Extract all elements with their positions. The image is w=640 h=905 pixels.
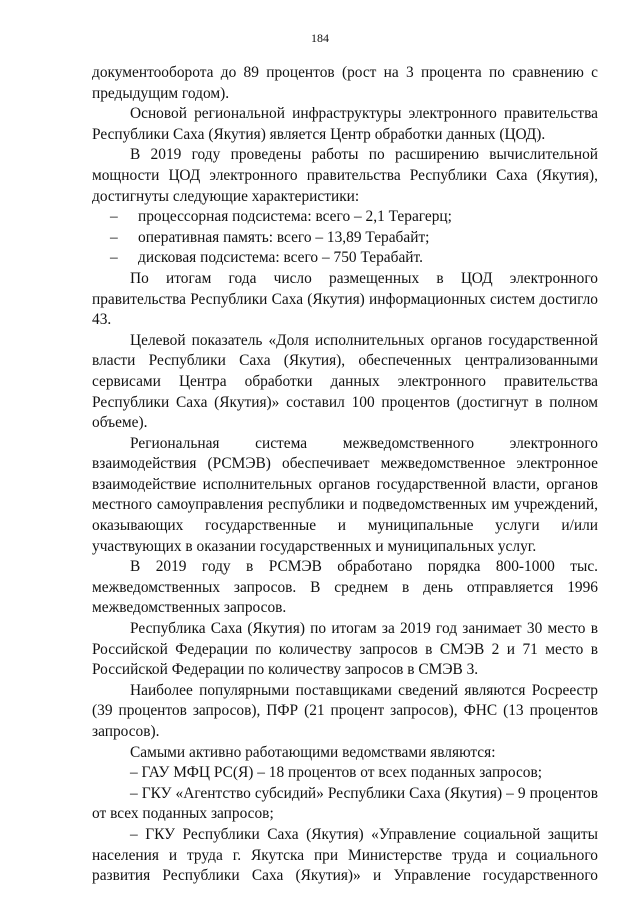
paragraph: – ГАУ МФЦ РС(Я) – 18 процентов от всех поданных запросов; — [130, 764, 543, 782]
page-number: 184 — [311, 31, 329, 45]
list-dash: – — [110, 228, 118, 246]
paragraph: Целевой показатель «Доля исполнительных органов государственной власти Республики Саха (Якутия), обеспеченных централизованными сервисами Центра обработки данных электронного правительства Республики Саха (Якутия)» составил 100 процентов (достигнут в полном объеме). — [92, 331, 598, 432]
list-item — [92, 207, 598, 228]
list-item-text: дисковая подсистема: всего – 750 Терабайт. — [138, 249, 423, 267]
paragraph: – ГКУ «Агентство субсидий» Республики Саха (Якутия) – 9 процентов от всех поданных запросов; — [92, 784, 598, 823]
paragraph: Республика Саха (Якутия) по итогам за 2019 год занимает 30 место в Российской Федерации по количеству запросов в СМЭВ 2 и 71 место в Российской Федерации по количеству запросов в СМЭВ 3. — [92, 620, 598, 679]
list-dash: – — [110, 208, 118, 226]
paragraph: Наиболее популярными поставщиками сведений являются Росреестр (39 процентов запросов), ПФР (21 процент запросов), ФНС (13 процентов запросов). — [92, 681, 598, 740]
paragraph: По итогам года число размещенных в ЦОД электронного правительства Республики Саха (Якутия) информационных систем достигло 43. — [92, 269, 598, 329]
list-item — [92, 228, 598, 249]
document-body — [92, 63, 598, 887]
list-item-text: процессорная подсистема: всего – 2,1 Терагерц; — [138, 208, 452, 226]
paragraph: Основой региональной инфраструктуры электронного правительства Республики Саха (Якутия) является Центр обработки данных (ЦОД). — [92, 105, 598, 143]
list-item — [92, 248, 598, 269]
paragraph: В 2019 году проведены работы по расширению вычислительной мощности ЦОД электронного правительства Республики Саха (Якутия), достигнуты следующие характеристики: — [92, 146, 598, 205]
list-item-text: оперативная память: всего – 13,89 Терабайт; — [138, 228, 430, 246]
paragraph: – ГКУ Республики Саха (Якутия) «Управление социальной защиты населения и труда г. Якутска при Министерстве труда и социального развития Республики Саха (Якутия)» и Управление государственного — [92, 825, 598, 885]
paragraph: документооборота до 89 процентов (рост на 3 процента по сравнению с предыдущим годом). — [92, 64, 598, 102]
paragraph: Региональная система межведомственного электронного взаимодействия (РСМЭВ) обеспечивает межведомственное электронное взаимодействие исполнительных органов государственной власти, органов местного самоуправления республики и подведомственных им учреждений, оказывающих государственные и муниципальные услуги и/или участвующих в оказании государственных и муниципальных услуг. — [92, 434, 598, 555]
paragraph: Самыми активно работающими ведомствами являются: — [130, 743, 496, 761]
paragraph: В 2019 году в РСМЭВ обработано порядка 800-1000 тыс. межведомственных запросов. В среднем в день отправляется 1996 межведомственных запросов. — [92, 558, 598, 617]
list-dash: – — [110, 249, 118, 267]
